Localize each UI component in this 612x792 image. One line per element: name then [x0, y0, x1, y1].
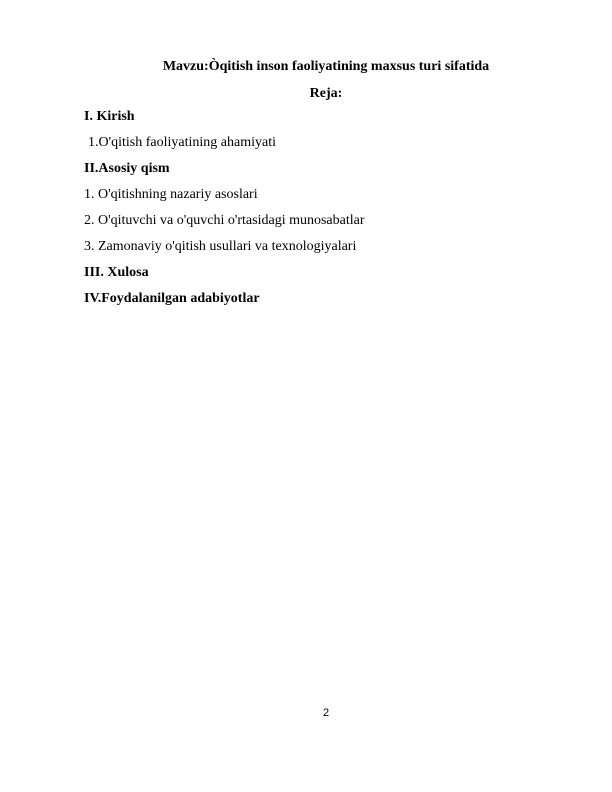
plan-item-introduction-1: 1.O'qitish faoliyatining ahamiyati	[88, 135, 276, 150]
page-number: 2	[322, 707, 330, 719]
plan-item-main-part: II.Asosiy qism	[84, 161, 170, 176]
plan-item-conclusion: III. Xulosa	[84, 265, 149, 280]
plan-item-main-part-2: 2. O'qituvchi va o'quvchi o'rtasidagi munosabatlar	[84, 213, 365, 228]
document-title: Mavzu:Òqitish inson faoliyatining maxsus turi sifatida	[162, 59, 490, 74]
plan-item-introduction: I. Kirish	[84, 109, 135, 124]
plan-item-main-part-3: 3. Zamonaviy o'qitish usullari va texnologiyalari	[84, 239, 357, 254]
plan-item-main-part-1: 1. O'qitishning nazariy asoslari	[84, 187, 258, 202]
plan-item-references: IV.Foydalanilgan adabiyotlar	[84, 291, 260, 306]
plan-list	[84, 108, 564, 316]
plan-heading: Reja:	[309, 86, 343, 101]
